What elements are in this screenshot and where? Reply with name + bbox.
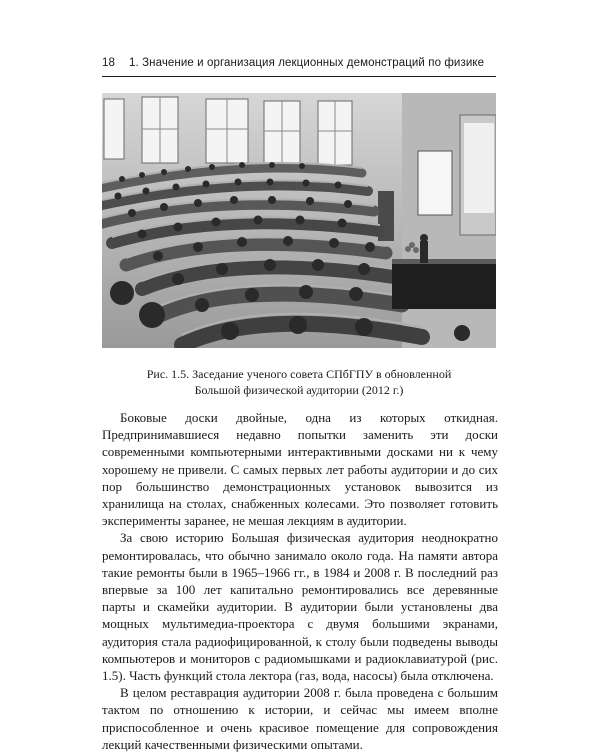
page-number: 18	[102, 57, 115, 69]
caption-line-1: Рис. 1.5. Заседание ученого совета СПбГПУ в обновленной	[146, 367, 452, 381]
paragraph-1: Боковые доски двойные, одна из которых откидная. Предпринимавшиеся недавно попытки заменить эти доски современными компьютерными интерактивными досками ни к чему хорошему не привели. С самых первых лет работы аудитории и до сих пор большинство демонстрационных установок вывозится из хранилища на столах, снабженных колесами. Это позволяет готовить эксперименты заранее, не мешая лекциям в аудитории.	[102, 410, 498, 529]
lecture-hall-photo	[102, 93, 496, 348]
chapter-title: 1. Значение и организация лекционных демонстраций по физике	[129, 57, 485, 69]
paragraph-3: В целом реставрация аудитории 2008 г. была проведена с большим тактом по отношению к истории, и сейчас мы имеем вполне приспособленное и очень красивое помещение для сопровождения лекций качественными физическими опытами.	[102, 685, 498, 752]
running-header	[102, 57, 496, 69]
body-text	[102, 409, 498, 753]
header-rule	[102, 76, 496, 77]
figure-caption	[102, 366, 496, 398]
paragraph-2: За свою историю Большая физическая аудитория неоднократно ремонтировалась, что обычно занимало около года. На памяти автора такие ремонты были в 1965–1966 гг., в 1984 и 2008 г. В последний раз впервые за 100 лет капитально ремонтировались все деревянные парты и скамейки аудитории. В аудитории были установлены два мощных мультимедиа-проектора с двумя большими экранами, аудитория стала радиофицированной, к столу были подведены выводы компьютеров и мониторов с радиомышками и радиоклавиатурой (рис. 1.5). Часть функций стола лектора (газ, вода, насосы) была отключена.	[102, 530, 498, 684]
caption-line-2: Большой физической аудитории (2012 г.)	[194, 383, 404, 397]
